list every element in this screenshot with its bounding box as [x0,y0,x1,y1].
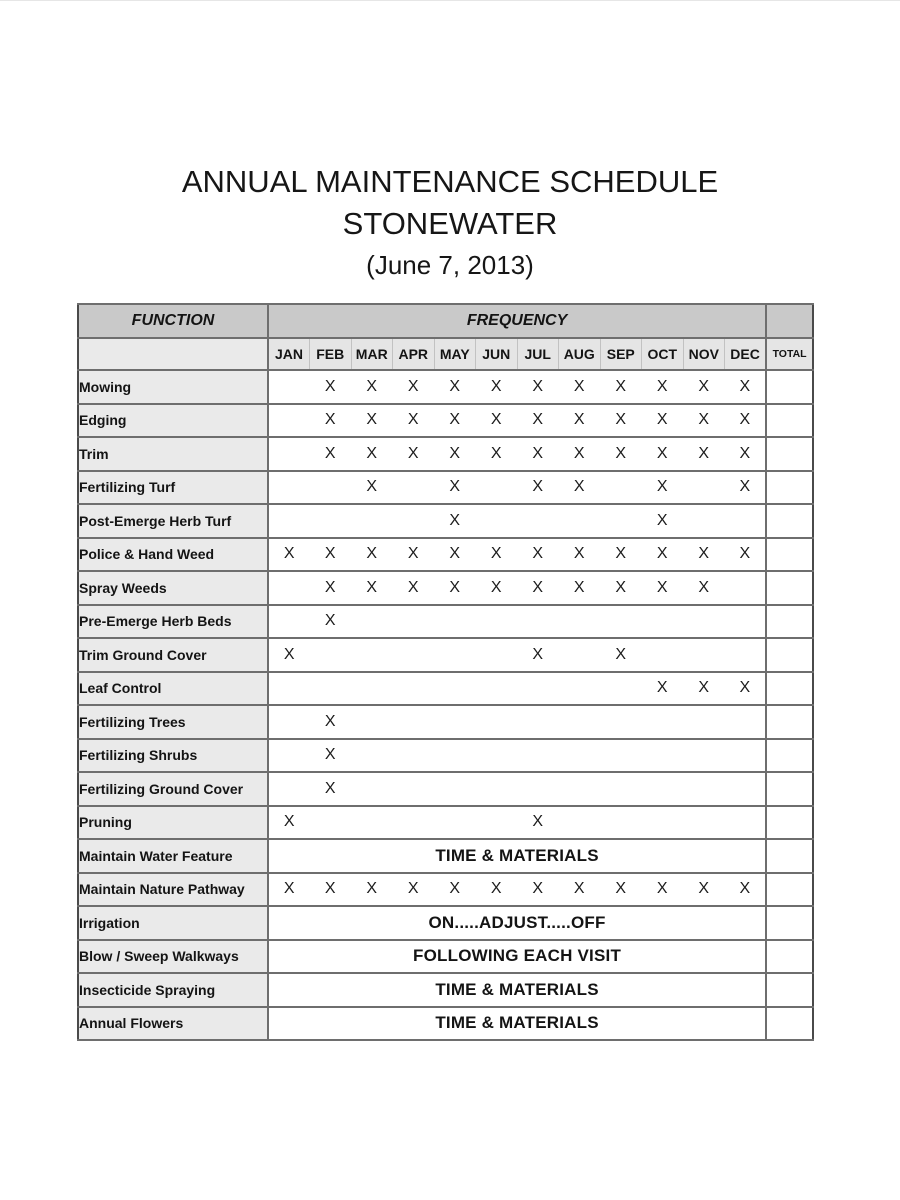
table-row [78,705,813,739]
month-mark-cell [642,739,684,773]
function-column-header: FUNCTION [78,304,268,338]
month-mark-cell: X [351,471,393,505]
title-line-3: (June 7, 2013) [366,250,534,280]
total-cell [766,638,813,672]
month-mark-cell: X [310,404,352,438]
span-note-cell: FOLLOWING EACH VISIT [268,940,766,974]
month-mark-cell: X [642,437,684,471]
month-mark-cell: X [310,705,352,739]
total-cell [766,404,813,438]
month-header-feb: FEB [310,338,352,370]
month-mark-cell: X [517,471,559,505]
month-mark-cell: X [559,437,601,471]
table-row [78,772,813,806]
total-cell [766,705,813,739]
month-mark-cell [268,772,310,806]
month-mark-cell: X [559,370,601,404]
function-label: Pre-Emerge Herb Beds [78,605,268,639]
month-mark-cell: X [268,538,310,572]
month-mark-cell [351,605,393,639]
total-cell [766,739,813,773]
month-mark-cell [268,705,310,739]
month-mark-cell: X [683,370,725,404]
month-mark-cell [517,605,559,639]
month-mark-cell: X [434,370,476,404]
function-label: Irrigation [78,906,268,940]
month-mark-cell [476,605,518,639]
function-label: Leaf Control [78,672,268,706]
total-cell [766,571,813,605]
month-mark-cell: X [725,873,767,907]
month-mark-cell: X [434,471,476,505]
total-cell [766,605,813,639]
month-mark-cell [268,504,310,538]
month-mark-cell [559,605,601,639]
table-row [78,873,813,907]
table-row [78,1007,813,1041]
month-mark-cell [393,471,435,505]
month-mark-cell [600,705,642,739]
function-label: Maintain Water Feature [78,839,268,873]
span-note-cell: ON.....ADJUST.....OFF [268,906,766,940]
month-mark-cell [559,739,601,773]
month-mark-cell: X [725,437,767,471]
function-label: Mowing [78,370,268,404]
month-mark-cell [600,471,642,505]
total-cell [766,772,813,806]
month-mark-cell: X [725,404,767,438]
month-mark-cell [476,772,518,806]
month-mark-cell [683,705,725,739]
month-mark-cell [683,471,725,505]
total-cell [766,471,813,505]
month-header-nov: NOV [683,338,725,370]
month-mark-cell: X [600,370,642,404]
month-mark-cell [351,638,393,672]
month-mark-cell [600,605,642,639]
month-mark-cell: X [476,404,518,438]
month-mark-cell: X [600,873,642,907]
month-mark-cell [393,638,435,672]
month-mark-cell: X [393,571,435,605]
month-mark-cell: X [351,404,393,438]
table-row [78,638,813,672]
month-mark-cell: X [642,672,684,706]
month-mark-cell [600,772,642,806]
table-row [78,538,813,572]
total-cell [766,504,813,538]
month-mark-cell [268,404,310,438]
total-cell [766,538,813,572]
month-mark-cell [268,605,310,639]
month-mark-cell [559,705,601,739]
month-mark-cell: X [310,571,352,605]
month-mark-cell [310,672,352,706]
month-mark-cell [642,638,684,672]
month-mark-cell: X [393,404,435,438]
month-mark-cell: X [310,538,352,572]
document-title [0,161,900,285]
month-mark-cell: X [642,504,684,538]
month-mark-cell: X [476,571,518,605]
function-label: Police & Hand Weed [78,538,268,572]
month-mark-cell: X [268,806,310,840]
table-row [78,940,813,974]
month-mark-cell: X [434,571,476,605]
function-label: Pruning [78,806,268,840]
month-mark-cell: X [683,873,725,907]
month-mark-cell [351,806,393,840]
month-mark-cell: X [517,873,559,907]
month-mark-cell [725,806,767,840]
total-column-header: TOTAL [766,338,813,370]
table-row [78,571,813,605]
month-mark-cell: X [517,370,559,404]
month-mark-cell: X [725,672,767,706]
month-mark-cell: X [476,538,518,572]
month-mark-cell: X [351,370,393,404]
month-mark-cell [351,772,393,806]
month-mark-cell [642,806,684,840]
table-row [78,605,813,639]
month-mark-cell: X [351,437,393,471]
function-label: Fertilizing Shrubs [78,739,268,773]
month-mark-cell: X [517,538,559,572]
frequency-column-header: FREQUENCY [268,304,766,338]
month-header-aug: AUG [559,338,601,370]
total-cell [766,370,813,404]
month-mark-cell [476,638,518,672]
table-row [78,806,813,840]
month-mark-cell: X [476,370,518,404]
title-line-1: ANNUAL MAINTENANCE SCHEDULE [181,164,719,199]
month-mark-cell [393,739,435,773]
function-label: Annual Flowers [78,1007,268,1041]
month-mark-cell: X [310,739,352,773]
month-mark-cell: X [310,605,352,639]
month-mark-cell [517,705,559,739]
month-mark-cell [517,504,559,538]
month-mark-cell: X [434,538,476,572]
function-label: Fertilizing Ground Cover [78,772,268,806]
month-mark-cell [268,672,310,706]
month-mark-cell [351,504,393,538]
table-row [78,973,813,1007]
month-mark-cell [393,672,435,706]
month-mark-cell [683,638,725,672]
total-cell [766,839,813,873]
month-mark-cell [351,672,393,706]
month-mark-cell: X [351,873,393,907]
month-mark-cell [393,504,435,538]
total-cell [766,873,813,907]
month-header-jul: JUL [517,338,559,370]
month-mark-cell: X [310,873,352,907]
month-mark-cell [683,504,725,538]
month-mark-cell [393,806,435,840]
function-subheader-cell [78,338,268,370]
month-mark-cell [476,739,518,773]
function-label: Insecticide Spraying [78,973,268,1007]
month-mark-cell: X [559,404,601,438]
month-mark-cell [268,370,310,404]
month-mark-cell [600,504,642,538]
month-mark-cell: X [517,806,559,840]
table-row [78,437,813,471]
month-mark-cell [476,705,518,739]
month-header-apr: APR [393,338,435,370]
table-row [78,471,813,505]
total-cell [766,806,813,840]
month-mark-cell [351,739,393,773]
month-mark-cell [268,471,310,505]
table-row [78,504,813,538]
month-mark-cell [476,806,518,840]
month-mark-cell: X [559,873,601,907]
month-mark-cell: X [351,571,393,605]
month-mark-cell [393,772,435,806]
month-mark-cell: X [517,638,559,672]
function-label: Spray Weeds [78,571,268,605]
month-mark-cell [434,772,476,806]
month-mark-cell [434,605,476,639]
month-mark-cell: X [268,873,310,907]
month-mark-cell: X [642,370,684,404]
month-mark-cell: X [351,538,393,572]
month-mark-cell [683,772,725,806]
month-mark-cell: X [642,538,684,572]
month-mark-cell [434,806,476,840]
month-mark-cell: X [393,538,435,572]
month-mark-cell [600,806,642,840]
month-mark-cell [559,504,601,538]
month-mark-cell [310,504,352,538]
function-label: Post-Emerge Herb Turf [78,504,268,538]
month-mark-cell [559,672,601,706]
month-mark-cell [310,806,352,840]
month-mark-cell: X [683,437,725,471]
month-mark-cell [725,739,767,773]
table-row [78,404,813,438]
span-note-cell: TIME & MATERIALS [268,973,766,1007]
title-line-2: STONEWATER [342,206,558,241]
table-row [78,906,813,940]
total-cell [766,437,813,471]
month-mark-cell [725,705,767,739]
month-mark-cell [268,739,310,773]
month-mark-cell: X [476,437,518,471]
month-mark-cell [642,605,684,639]
function-label: Fertilizing Turf [78,471,268,505]
table-row [78,672,813,706]
month-mark-cell: X [559,571,601,605]
month-mark-cell [476,471,518,505]
total-cell [766,906,813,940]
span-note-cell: TIME & MATERIALS [268,839,766,873]
month-mark-cell: X [517,404,559,438]
month-mark-cell: X [642,471,684,505]
month-header-jan: JAN [268,338,310,370]
month-mark-cell: X [393,370,435,404]
month-mark-cell [559,806,601,840]
month-header-jun: JUN [476,338,518,370]
month-mark-cell: X [434,873,476,907]
function-label: Fertilizing Trees [78,705,268,739]
month-mark-cell [725,571,767,605]
month-mark-cell: X [393,873,435,907]
table-header-row [78,304,813,338]
month-mark-cell [642,772,684,806]
month-mark-cell [517,672,559,706]
month-header-may: MAY [434,338,476,370]
month-mark-cell: X [600,538,642,572]
month-header-oct: OCT [642,338,684,370]
month-mark-cell: X [683,672,725,706]
month-mark-cell: X [559,471,601,505]
month-mark-cell [393,705,435,739]
month-mark-cell: X [476,873,518,907]
month-mark-cell: X [393,437,435,471]
month-header-dec: DEC [725,338,767,370]
month-mark-cell: X [683,571,725,605]
month-mark-cell: X [725,370,767,404]
table-row [78,839,813,873]
month-mark-cell [559,638,601,672]
function-label: Trim Ground Cover [78,638,268,672]
month-mark-cell [683,739,725,773]
month-mark-cell [725,638,767,672]
month-mark-cell: X [600,404,642,438]
month-mark-cell [642,705,684,739]
total-cell [766,940,813,974]
month-mark-cell [559,772,601,806]
month-mark-cell: X [517,571,559,605]
month-mark-cell [434,705,476,739]
month-mark-cell [310,638,352,672]
month-mark-cell: X [600,571,642,605]
maintenance-schedule-table [77,303,814,1041]
month-mark-cell [683,806,725,840]
month-mark-cell: X [600,437,642,471]
month-mark-cell [517,772,559,806]
month-mark-cell: X [725,538,767,572]
month-mark-cell: X [434,404,476,438]
month-mark-cell: X [683,404,725,438]
month-mark-cell [725,504,767,538]
month-mark-cell [268,571,310,605]
month-mark-cell [351,705,393,739]
total-cell [766,1007,813,1041]
month-mark-cell: X [434,437,476,471]
month-mark-cell: X [559,538,601,572]
month-mark-cell: X [683,538,725,572]
month-header-sep: SEP [600,338,642,370]
table-row [78,739,813,773]
function-label: Blow / Sweep Walkways [78,940,268,974]
month-mark-cell: X [642,404,684,438]
table-row [78,370,813,404]
month-mark-cell: X [642,873,684,907]
month-mark-cell: X [434,504,476,538]
month-mark-cell [434,638,476,672]
month-header-mar: MAR [351,338,393,370]
month-mark-cell: X [725,471,767,505]
month-mark-cell [600,739,642,773]
month-mark-cell [476,672,518,706]
total-cell [766,672,813,706]
month-mark-cell [268,437,310,471]
month-mark-cell [725,605,767,639]
month-mark-cell: X [517,437,559,471]
month-mark-cell: X [600,638,642,672]
total-cell [766,973,813,1007]
month-mark-cell [600,672,642,706]
month-mark-cell [683,605,725,639]
function-label: Trim [78,437,268,471]
month-mark-cell: X [268,638,310,672]
month-mark-cell: X [310,370,352,404]
function-label: Edging [78,404,268,438]
month-header-row [78,338,813,370]
month-mark-cell: X [642,571,684,605]
month-mark-cell [476,504,518,538]
function-label: Maintain Nature Pathway [78,873,268,907]
month-mark-cell [434,672,476,706]
month-mark-cell [434,739,476,773]
header-corner-cell [766,304,813,338]
month-mark-cell [725,772,767,806]
span-note-cell: TIME & MATERIALS [268,1007,766,1041]
month-mark-cell: X [310,772,352,806]
month-mark-cell: X [310,437,352,471]
month-mark-cell [393,605,435,639]
month-mark-cell [310,471,352,505]
month-mark-cell [517,739,559,773]
